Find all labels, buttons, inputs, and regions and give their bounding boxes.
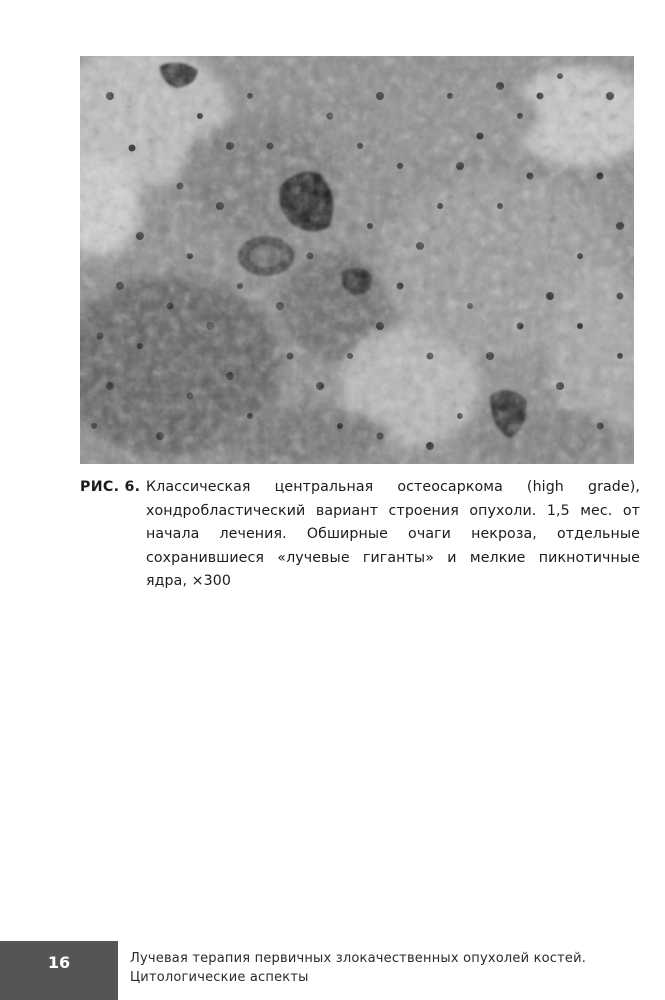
running-title bbox=[130, 949, 650, 987]
page-number: 16 bbox=[0, 941, 118, 1000]
figure-label: РИС. 6. bbox=[80, 479, 141, 495]
micrograph-image bbox=[80, 56, 634, 464]
histology-micrograph bbox=[80, 56, 634, 464]
figure-caption bbox=[80, 476, 640, 594]
page-footer bbox=[0, 941, 665, 1000]
running-title-line-1: Лучевая терапия первичных злокачественных опухолей костей. bbox=[130, 951, 587, 966]
figure-caption-text: Классическая центральная остеосаркома (high grade), хондробластический вариант строения опухоли. 1,5 мес. от начала лечения. Обширные очаги некроза, отдельные сохранившиеся «лучевые гиганты» и мелкие пикнотичные ядра, ×300 bbox=[146, 479, 640, 589]
running-title-line-2: Цитологические аспекты bbox=[130, 970, 309, 985]
